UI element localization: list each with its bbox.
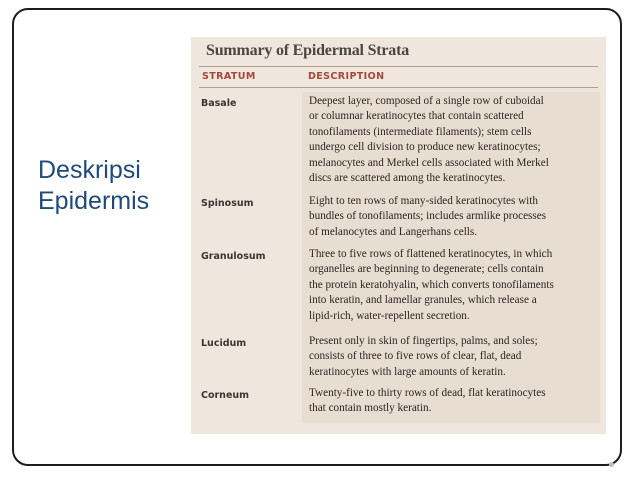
header-stratum: STRATUM	[202, 71, 256, 82]
table-header-rule	[199, 87, 598, 88]
stratum-description-lucidum	[309, 334, 597, 380]
description-line: Present only in skin of fingertips, palms, and soles;	[309, 335, 538, 347]
description-line: the protein keratohyalin, which converts tonofilaments	[309, 278, 554, 291]
description-line: into keratin, and lamellar granules, which release a	[309, 294, 537, 307]
stratum-description-corneum	[309, 386, 597, 417]
description-line: consists of three to five rows of clear, flat, dead	[309, 350, 522, 363]
description-line: bundles of tonofilaments; includes armlike processes	[309, 210, 547, 223]
table-title: Summary of Epidermal Strata	[206, 42, 410, 59]
description-line: Three to five rows of flattened keratinocytes, in which	[309, 248, 553, 260]
stratum-name-corneum: Corneum	[201, 390, 250, 401]
table-top-rule	[199, 66, 598, 67]
stratum-name-spinosum: Spinosum	[201, 198, 254, 209]
description-line: lipid-rich, water-repellent secretion.	[309, 309, 470, 322]
description-line: Eight to ten rows of many-sided keratinocytes with	[309, 195, 538, 207]
slide-title-line-1: Deskripsi	[38, 156, 141, 184]
description-line: that contain mostly keratin.	[309, 402, 432, 415]
description-line: or columnar keratinocytes that contain scattered	[309, 110, 524, 123]
description-line: melanocytes and Merkel cells associated with Merkel	[309, 156, 549, 169]
slide-title-line-2: Epidermis	[38, 187, 150, 215]
header-description: DESCRIPTION	[308, 71, 385, 82]
description-line: of melanocytes and Langerhans cells.	[309, 225, 478, 238]
slide-title	[38, 155, 188, 217]
description-line: undergo cell division to produce new keratinocytes;	[309, 141, 541, 154]
description-line: keratinocytes with large amounts of keratin.	[309, 365, 506, 378]
stratum-description-basale	[309, 94, 597, 186]
frame-corner-dot	[609, 462, 614, 467]
description-line: Twenty-five to thirty rows of dead, flat keratinocytes	[309, 387, 546, 399]
description-line: organelles are beginning to degenerate; cells contain	[309, 263, 544, 276]
stratum-name-granulosum: Granulosum	[201, 251, 266, 262]
stratum-description-spinosum	[309, 194, 597, 240]
stratum-name-lucidum: Lucidum	[201, 338, 247, 349]
description-line: discs are scattered among the keratinocytes.	[309, 172, 506, 185]
stratum-name-basale: Basale	[201, 98, 237, 109]
description-line: Deepest layer, composed of a single row of cuboidal	[309, 95, 544, 107]
epidermal-strata-table	[191, 37, 606, 434]
stratum-description-granulosum	[309, 247, 597, 324]
description-line: tonofilaments (intermediate filaments); stem cells	[309, 125, 532, 138]
